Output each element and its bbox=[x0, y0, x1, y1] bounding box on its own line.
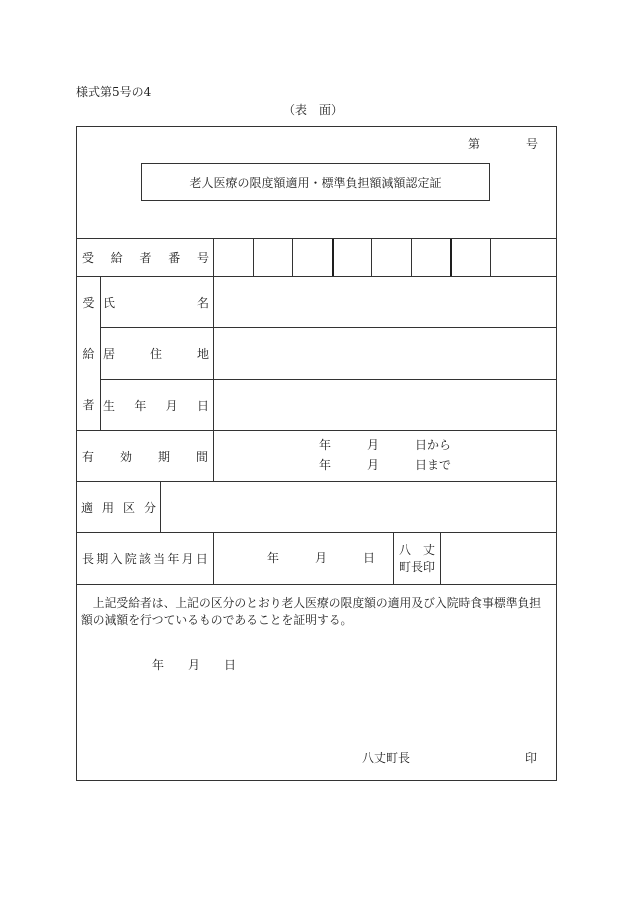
label-char: 住 bbox=[149, 347, 162, 361]
recipient-number-digit-box bbox=[450, 239, 491, 276]
label-char: 日 bbox=[196, 398, 209, 413]
label-char: 氏 bbox=[103, 295, 116, 310]
label-char: 当 bbox=[153, 552, 166, 566]
issuer-seal-mark: 印 bbox=[525, 751, 538, 765]
label-char: 者 bbox=[82, 398, 95, 412]
recipient-group-label bbox=[77, 277, 101, 430]
label-char: 給 bbox=[110, 251, 123, 265]
certification-statement: 上記受給者は、上記の区分のとおり老人医療の限度額の適用及び入院時食事標準負担額の減額を行つているものであることを証明する。 bbox=[81, 596, 542, 627]
label-char: 受 bbox=[82, 296, 95, 310]
recipient-section bbox=[77, 276, 556, 430]
certificate-form bbox=[76, 126, 557, 781]
label-char: 月 bbox=[181, 552, 194, 566]
label-char: 受 bbox=[82, 251, 95, 265]
label-char: 適 bbox=[81, 500, 94, 515]
label-char: 番 bbox=[168, 251, 181, 265]
label-char: 年 bbox=[167, 552, 180, 566]
recipient-number-digit-box bbox=[292, 239, 332, 276]
recipient-number-digit-box bbox=[411, 239, 451, 276]
mayor-seal-label-cell bbox=[394, 533, 441, 584]
address-value-cell bbox=[214, 328, 556, 379]
label-char: 居 bbox=[103, 347, 116, 361]
header-section bbox=[77, 127, 556, 238]
side-label: （表 面） bbox=[282, 103, 343, 117]
mayor-seal-label-line1: 八 丈 bbox=[398, 542, 435, 557]
validity-from: 年 月 日から bbox=[319, 438, 452, 452]
label-char: 長 bbox=[82, 552, 95, 566]
recipient-address-row bbox=[101, 327, 556, 379]
label-char: 分 bbox=[143, 500, 156, 515]
label-char: 月 bbox=[165, 398, 178, 413]
label-char: 号 bbox=[196, 251, 209, 265]
long-term-admission-date-cell bbox=[214, 533, 394, 584]
recipient-number-row bbox=[77, 238, 556, 276]
birthdate-label bbox=[101, 380, 214, 430]
form-number: 様式第5号の4 bbox=[76, 85, 152, 99]
recipient-number-digit-box bbox=[213, 239, 253, 276]
certification-date: 年 月 日 bbox=[152, 658, 237, 672]
label-char: 有 bbox=[82, 449, 95, 464]
birthdate-value-cell bbox=[214, 380, 556, 430]
long-term-admission-row bbox=[77, 532, 556, 584]
label-char: 年 bbox=[134, 398, 147, 413]
certification-section bbox=[77, 584, 556, 780]
label-char: 区 bbox=[122, 500, 135, 515]
label-char: 該 bbox=[138, 552, 151, 566]
name-value-cell bbox=[214, 277, 556, 327]
long-term-admission-date: 年 月 日 bbox=[267, 551, 376, 565]
label-char: 院 bbox=[124, 552, 137, 566]
label-char: 給 bbox=[82, 347, 95, 361]
label-char: 名 bbox=[196, 295, 209, 310]
recipient-birthdate-row bbox=[101, 379, 556, 430]
category-row bbox=[77, 481, 556, 532]
mayor-seal-label-line2: 町長印 bbox=[398, 559, 435, 574]
long-term-admission-label bbox=[77, 533, 214, 584]
recipient-number-digit-box bbox=[253, 239, 293, 276]
address-label bbox=[101, 328, 214, 379]
validity-label bbox=[77, 431, 214, 481]
label-char: 入 bbox=[110, 552, 123, 566]
label-char: 日 bbox=[195, 552, 208, 566]
label-char: 効 bbox=[119, 449, 132, 464]
recipient-number-label bbox=[77, 239, 214, 276]
certificate-number-prefix: 第 bbox=[468, 137, 481, 151]
label-char: 期 bbox=[157, 449, 170, 464]
label-char: 用 bbox=[101, 500, 114, 515]
title-box bbox=[141, 163, 490, 201]
issuer-name: 八丈町長 bbox=[362, 751, 411, 765]
label-char: 地 bbox=[196, 347, 209, 361]
label-char: 間 bbox=[195, 449, 208, 464]
mayor-seal-stamp-cell bbox=[441, 533, 556, 584]
name-label bbox=[101, 277, 214, 327]
label-char: 期 bbox=[96, 552, 109, 566]
validity-to: 年 月 日まで bbox=[319, 458, 452, 472]
validity-row bbox=[77, 430, 556, 481]
category-value-cell bbox=[161, 482, 556, 532]
label-char: 生 bbox=[103, 398, 116, 413]
recipient-number-digit-box bbox=[332, 239, 372, 276]
category-label bbox=[77, 482, 161, 532]
recipient-number-digit-box bbox=[371, 239, 411, 276]
label-char: 者 bbox=[139, 251, 152, 265]
certificate-number-suffix: 号 bbox=[526, 137, 539, 151]
recipient-name-row bbox=[101, 277, 556, 327]
certificate-title: 老人医療の限度額適用・標準負担額減額認定証 bbox=[189, 175, 442, 190]
